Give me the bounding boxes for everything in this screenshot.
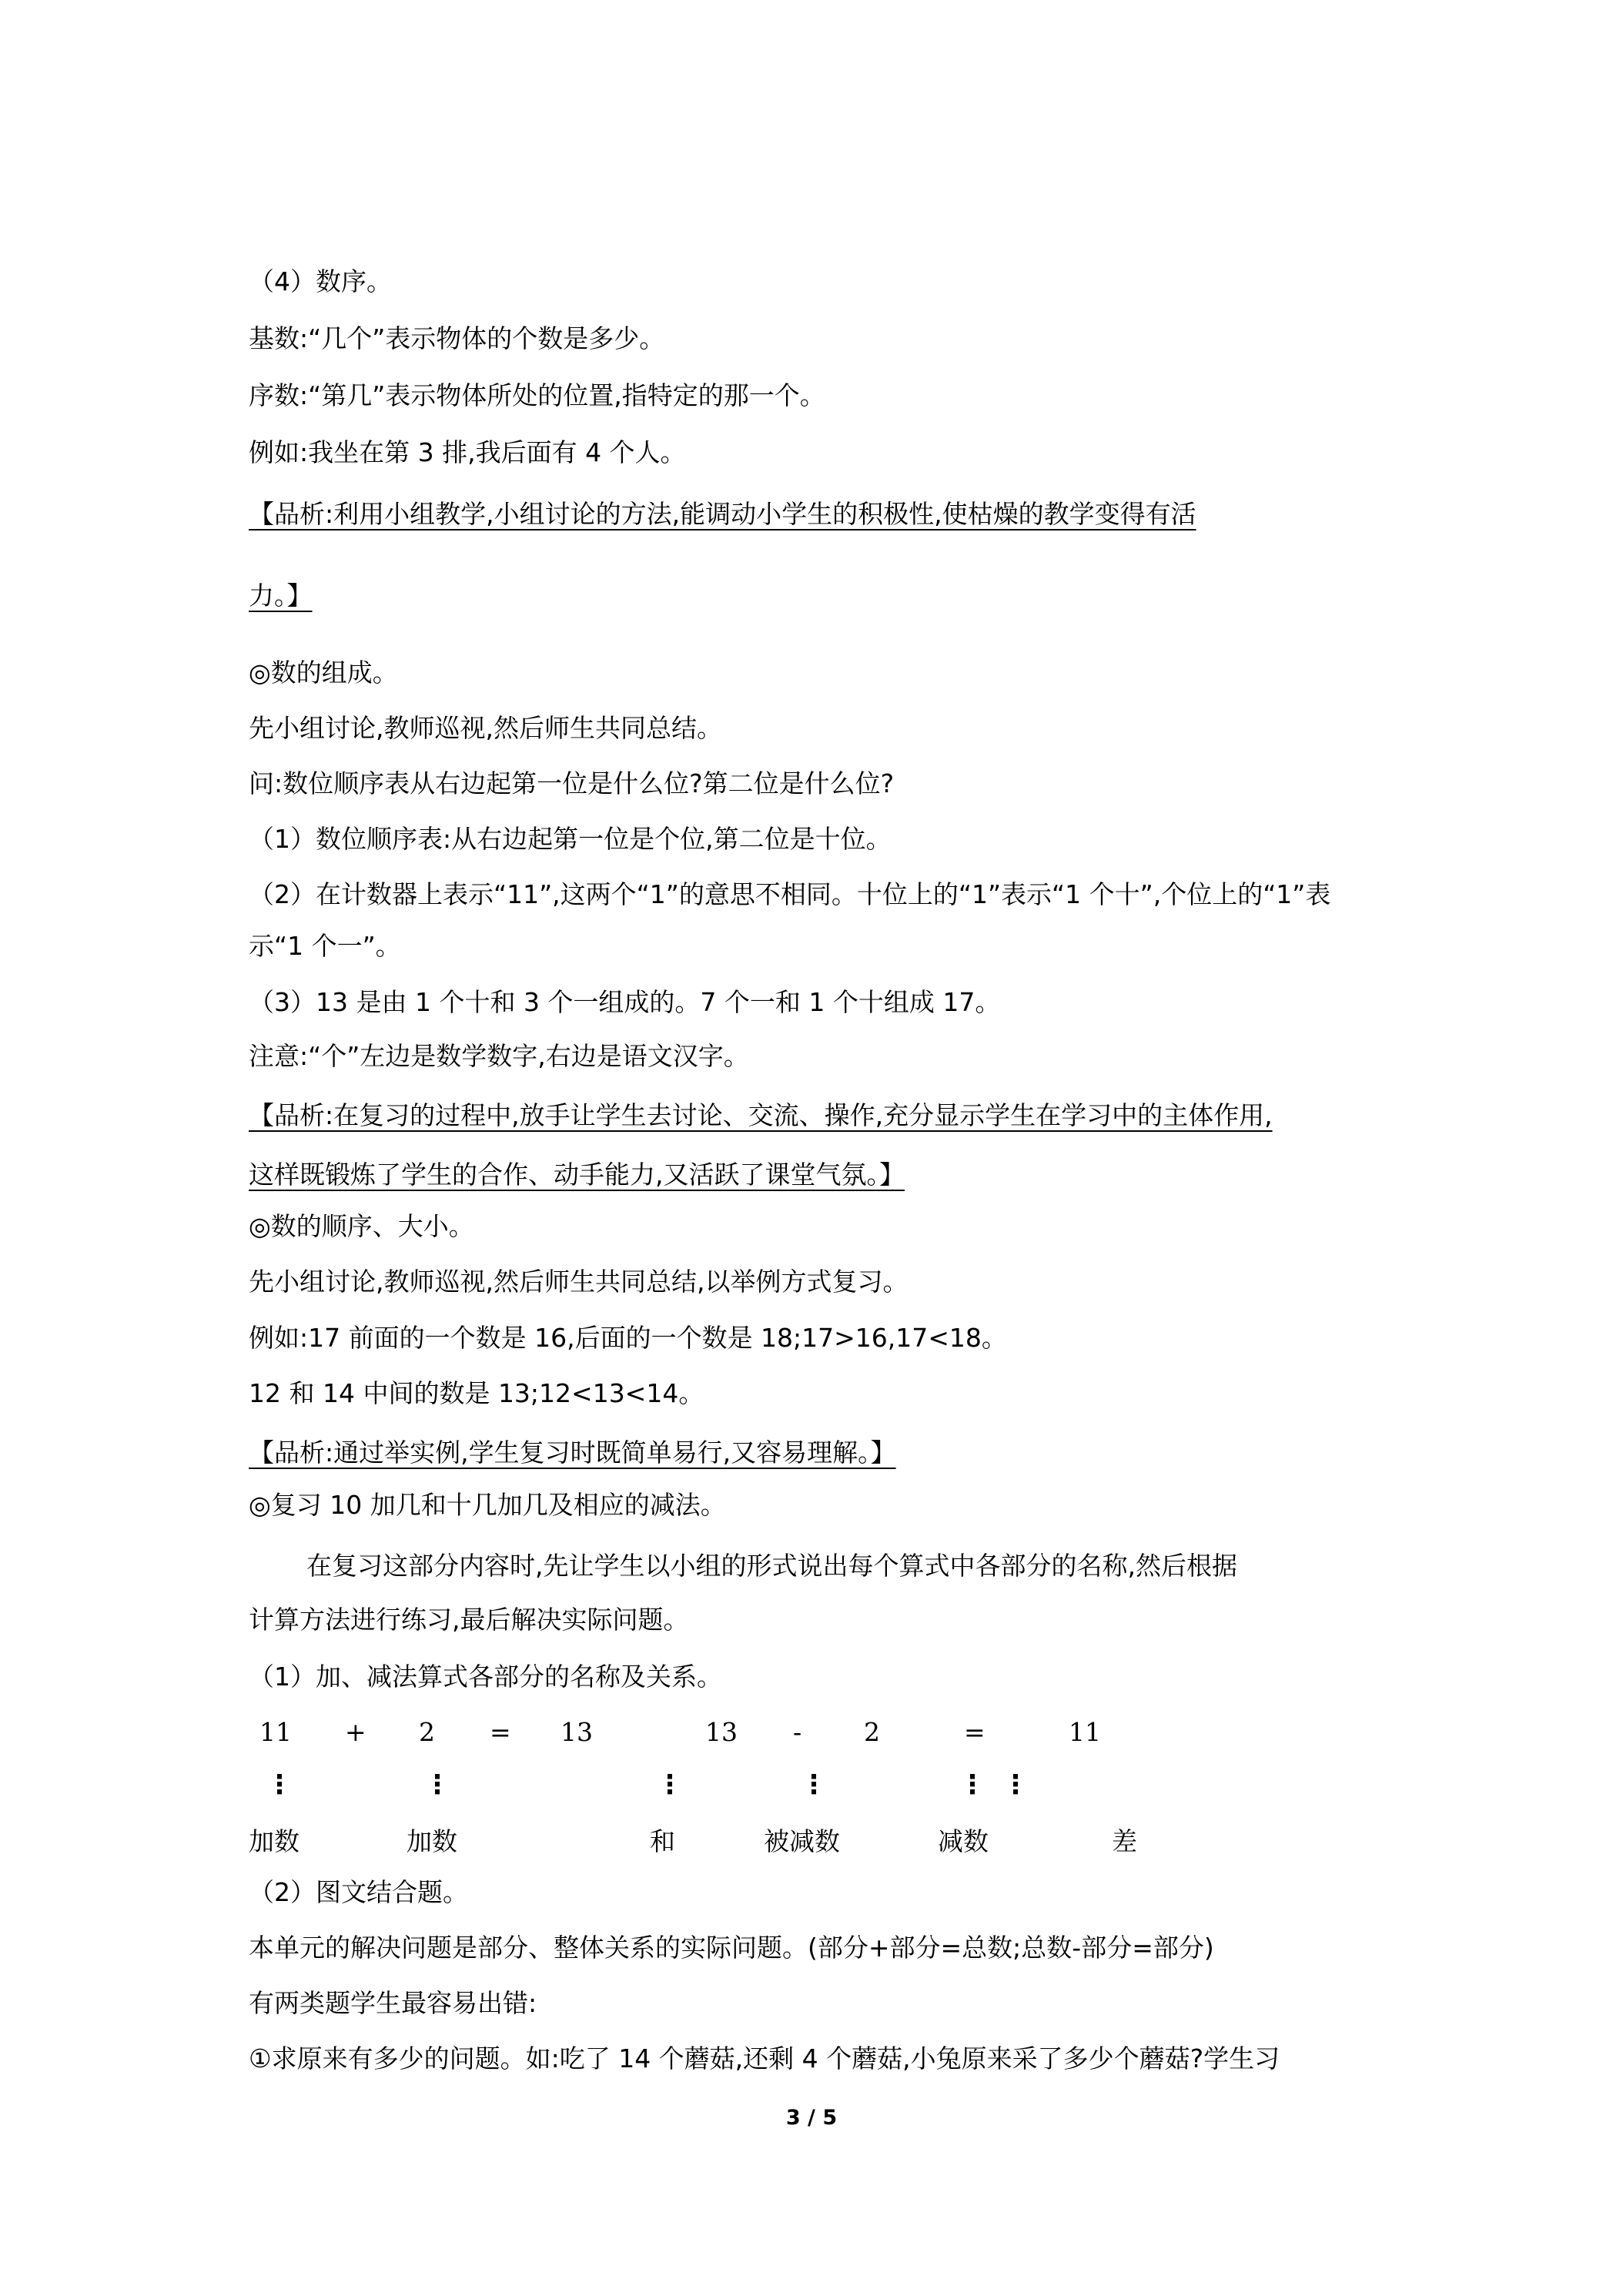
equation-addend-1: 11	[259, 1717, 292, 1747]
page-number: 3 / 5	[785, 2106, 838, 2130]
text-line: 基数:“几个”表示物体的个数是多少。	[249, 323, 665, 353]
text-line: 例如:17 前面的一个数是 16,后面的一个数是 18;17>16,17<18。	[249, 1323, 1007, 1353]
text-line: （1）加、减法算式各部分的名称及关系。	[249, 1662, 722, 1692]
equation-plus-sign: +	[345, 1717, 366, 1747]
vertical-dots-icon: ⋮	[424, 1769, 450, 1800]
equation-equals: =	[490, 1717, 511, 1747]
text-line: 序数:“第几”表示物体所处的位置,指特定的那一个。	[249, 380, 825, 410]
text-line: 例如:我坐在第 3 排,我后面有 4 个人。	[249, 437, 686, 467]
text-line: （4）数序。	[249, 266, 392, 296]
section-heading: ◎数的组成。	[249, 658, 398, 688]
analysis-note: 【品析:利用小组教学,小组讨论的方法,能调动小学生的积极性,使枯燥的教学变得有活	[249, 499, 1196, 529]
vertical-dots-icon: ⋮	[801, 1769, 827, 1800]
text-line: 在复习这部分内容时,先让学生以小组的形式说出每个算式中各部分的名称,然后根据	[306, 1551, 1237, 1581]
vertical-dots-icon: ⋮	[959, 1769, 986, 1800]
label-addend-1: 加数	[249, 1826, 300, 1856]
label-sum: 和	[650, 1826, 675, 1856]
text-line: 问:数位顺序表从右边起第一位是什么位?第二位是什么位?	[249, 768, 895, 798]
analysis-note: 这样既锻炼了学生的合作、动手能力,又活跃了课堂气氛。】	[249, 1160, 905, 1190]
text-line: 有两类题学生最容易出错:	[249, 1988, 537, 2018]
label-difference: 差	[1112, 1826, 1137, 1856]
analysis-note: 【品析:通过举实例,学生复习时既简单易行,又容易理解。】	[249, 1438, 896, 1468]
label-minuend: 被减数	[764, 1826, 840, 1856]
vertical-dots-icon: ⋮	[1002, 1769, 1029, 1800]
text-line: ①求原来有多少的问题。如:吃了 14 个蘑菇,还剩 4 个蘑菇,小兔原来采了多少个蘑菇?学生习	[249, 2043, 1280, 2073]
section-heading: ◎复习 10 加几和十几加几及相应的减法。	[249, 1490, 726, 1520]
text-line: （2）在计数器上表示“11”,这两个“1”的意思不相同。十位上的“1”表示“1 个十”,个位上的“1”表	[249, 879, 1331, 909]
equation-sum: 13	[561, 1717, 593, 1747]
equation-minuend: 13	[705, 1717, 738, 1747]
text-line: （2）图文结合题。	[249, 1877, 468, 1907]
text-line: 注意:“个”左边是数学数字,右边是语文汉字。	[249, 1041, 749, 1071]
vertical-dots-icon: ⋮	[266, 1769, 293, 1800]
text-line: 12 和 14 中间的数是 13;12<13<14。	[249, 1378, 704, 1408]
text-line: 先小组讨论,教师巡视,然后师生共同总结。	[249, 713, 722, 743]
text-line: （3）13 是由 1 个十和 3 个一组成的。7 个一和 1 个十组成 17。	[249, 987, 1001, 1017]
equation-minus-sign: -	[793, 1717, 802, 1747]
text-line: 先小组讨论,教师巡视,然后师生共同总结,以举例方式复习。	[249, 1267, 909, 1297]
equation-subtrahend: 2	[864, 1717, 880, 1747]
analysis-note: 【品析:在复习的过程中,放手让学生去讨论、交流、操作,充分显示学生在学习中的主体作用,	[249, 1100, 1273, 1130]
text-line: （1）数位顺序表:从右边起第一位是个位,第二位是十位。	[249, 824, 892, 854]
label-addend-2: 加数	[407, 1826, 457, 1856]
text-line: 本单元的解决问题是部分、整体关系的实际问题。(部分+部分=总数;总数-部分=部分)	[249, 1933, 1214, 1963]
label-subtrahend: 减数	[938, 1826, 989, 1856]
equation-addend-2: 2	[419, 1717, 435, 1747]
section-heading: ◎数的顺序、大小。	[249, 1211, 474, 1241]
equation-equals: =	[964, 1717, 986, 1747]
analysis-note: 力。】	[249, 581, 313, 611]
text-line: 计算方法进行练习,最后解决实际问题。	[249, 1605, 689, 1635]
equation-difference: 11	[1069, 1717, 1101, 1747]
vertical-dots-icon: ⋮	[657, 1769, 683, 1800]
text-line: 示“1 个一”。	[249, 931, 401, 961]
